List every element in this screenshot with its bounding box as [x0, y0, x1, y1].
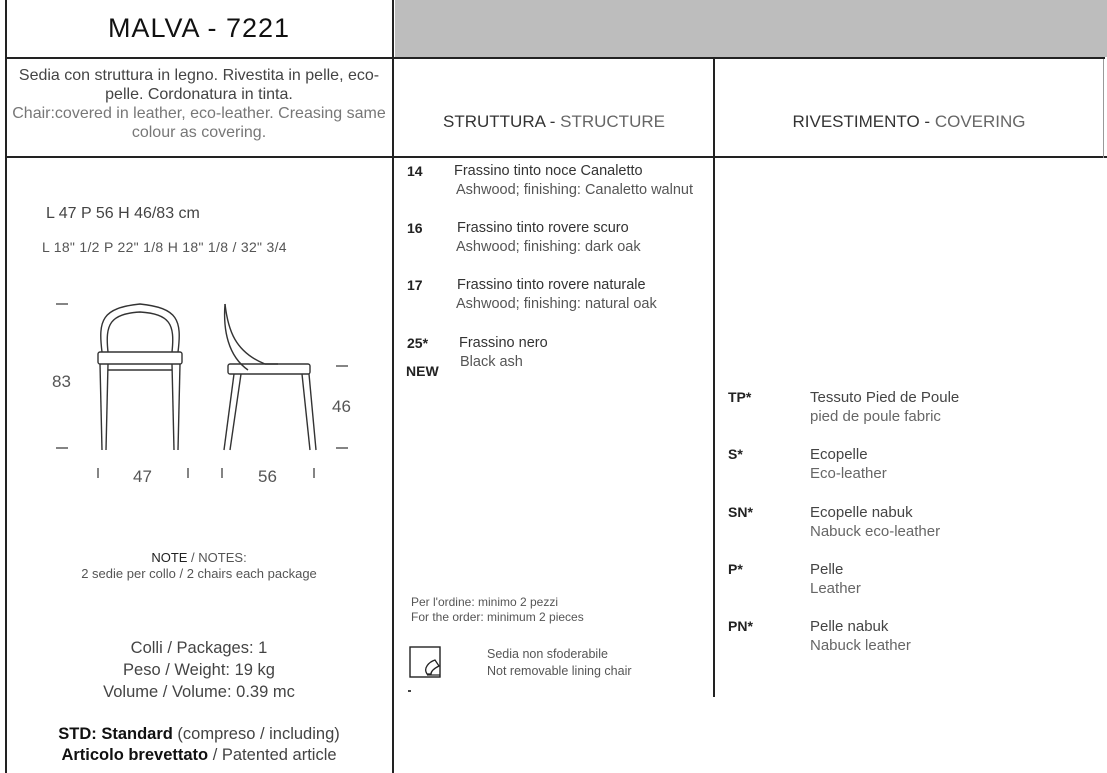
width-label: 47 [133, 467, 152, 486]
covering-heading [715, 112, 1103, 132]
structure-heading [395, 112, 713, 132]
finish-name-en: Ashwood; finishing: Canaletto walnut [456, 182, 693, 198]
depth-label: 56 [258, 467, 277, 486]
finish-name-it: Frassino nero [459, 335, 548, 351]
columns-divider-line [713, 59, 715, 697]
finish-name-en: Black ash [460, 354, 523, 370]
covering-name-en: Nabuck leather [810, 637, 911, 654]
covering-code: TP* [728, 389, 752, 405]
packages-count: Colli / Packages: 1 [130, 639, 268, 657]
covering-code: SN* [728, 504, 753, 520]
finish-name-en: Ashwood; finishing: natural oak [456, 296, 657, 312]
lining-note-it: Sedia non sfoderabile [487, 647, 608, 661]
patent-rest: / Patented article [208, 746, 337, 764]
right-column-edge-line [1103, 59, 1104, 158]
structure-heading-sep: - [545, 112, 561, 131]
covering-heading-en: COVERING [934, 112, 1026, 131]
covering-name-en: Nabuck eco-leather [810, 523, 941, 540]
covering-name-it: Ecopelle nabuk [810, 504, 913, 521]
standard-line [8, 724, 390, 745]
covering-name-it: Pelle nabuk [810, 618, 889, 635]
new-badge: NEW [406, 363, 439, 379]
product-description [8, 66, 390, 142]
package-volume: Volume / Volume: 0.39 mc [103, 683, 295, 701]
notes-label-sep: / [187, 550, 199, 565]
patent-line [8, 745, 390, 766]
patent-label: Articolo brevettato [61, 746, 209, 764]
chair-front-view [98, 304, 182, 450]
standard-label: STD: Standard [58, 725, 173, 743]
lining-note-en: Not removable lining chair [487, 664, 632, 678]
covering-name-it: Tessuto Pied de Poule [810, 389, 960, 406]
covering-heading-sep: - [919, 112, 935, 131]
finish-code: 25* [407, 335, 429, 351]
description-english: Chair:covered in leather, eco-leather. Creasing same colour as covering. [12, 105, 386, 141]
finish-name-it: Frassino tinto rovere scuro [457, 220, 629, 236]
covering-name-en: Leather [810, 580, 861, 597]
standard-rest: (compreso / including) [172, 725, 340, 743]
packaging-block [8, 637, 390, 703]
finish-code: 17 [407, 277, 423, 293]
dimensions-imperial: L 18" 1/2 P 22" 1/8 H 18" 1/8 / 32" 3/4 [42, 239, 287, 255]
finish-code: 16 [407, 220, 423, 236]
finish-name-en: Ashwood; finishing: dark oak [456, 239, 641, 255]
finish-name-it: Frassino tinto noce Canaletto [454, 163, 643, 179]
header-bottom-line [5, 57, 1105, 59]
lining-note [487, 646, 632, 680]
covering-code: S* [728, 446, 743, 462]
structure-heading-it: STRUTTURA [443, 112, 546, 131]
standard-block [8, 724, 390, 766]
covering-name-it: Pelle [810, 561, 844, 578]
notes-label-it: NOTE [151, 550, 188, 565]
order-note-it: Per l'ordine: minimo 2 pezzi [411, 595, 559, 609]
notes-heading [8, 550, 390, 566]
chair-drawing [30, 290, 370, 490]
structure-heading-en: STRUCTURE [560, 112, 665, 131]
finish-code: 14 [407, 163, 423, 179]
finish-name-it: Frassino tinto rovere naturale [457, 277, 646, 293]
covering-code: PN* [728, 618, 753, 634]
package-weight: Peso / Weight: 19 kg [123, 661, 275, 679]
header-grey-band [395, 0, 1107, 57]
covering-name-it: Ecopelle [810, 446, 868, 463]
frame-left-line [5, 0, 7, 773]
covering-code: P* [728, 561, 743, 577]
desc-bottom-line [5, 156, 1107, 158]
frame-mid-line [392, 0, 394, 773]
height-total-label: 83 [52, 372, 71, 391]
notes-block [8, 550, 390, 582]
covering-heading-it: RIVESTIMENTO [792, 112, 920, 131]
order-note-en: For the order: minimum 2 pieces [411, 610, 584, 624]
notes-label-en: NOTES: [198, 550, 247, 565]
seat-height-label: 46 [332, 397, 351, 416]
product-title: MALVA - 7221 [107, 13, 291, 43]
non-removable-lining-icon [409, 646, 443, 680]
description-italian: Sedia con struttura in legno. Rivestita in pelle, eco-pelle. Cordonatura in tinta. [18, 67, 380, 103]
notes-text: 2 sedie per collo / 2 chairs each package [81, 566, 317, 581]
covering-name-en: pied de poule fabric [810, 408, 941, 425]
small-mark [408, 690, 411, 692]
dimensions-metric: L 47 P 56 H 46/83 cm [46, 205, 200, 222]
covering-name-en: Eco-leather [810, 465, 887, 482]
order-note [411, 595, 584, 625]
chair-side-view [224, 304, 316, 450]
